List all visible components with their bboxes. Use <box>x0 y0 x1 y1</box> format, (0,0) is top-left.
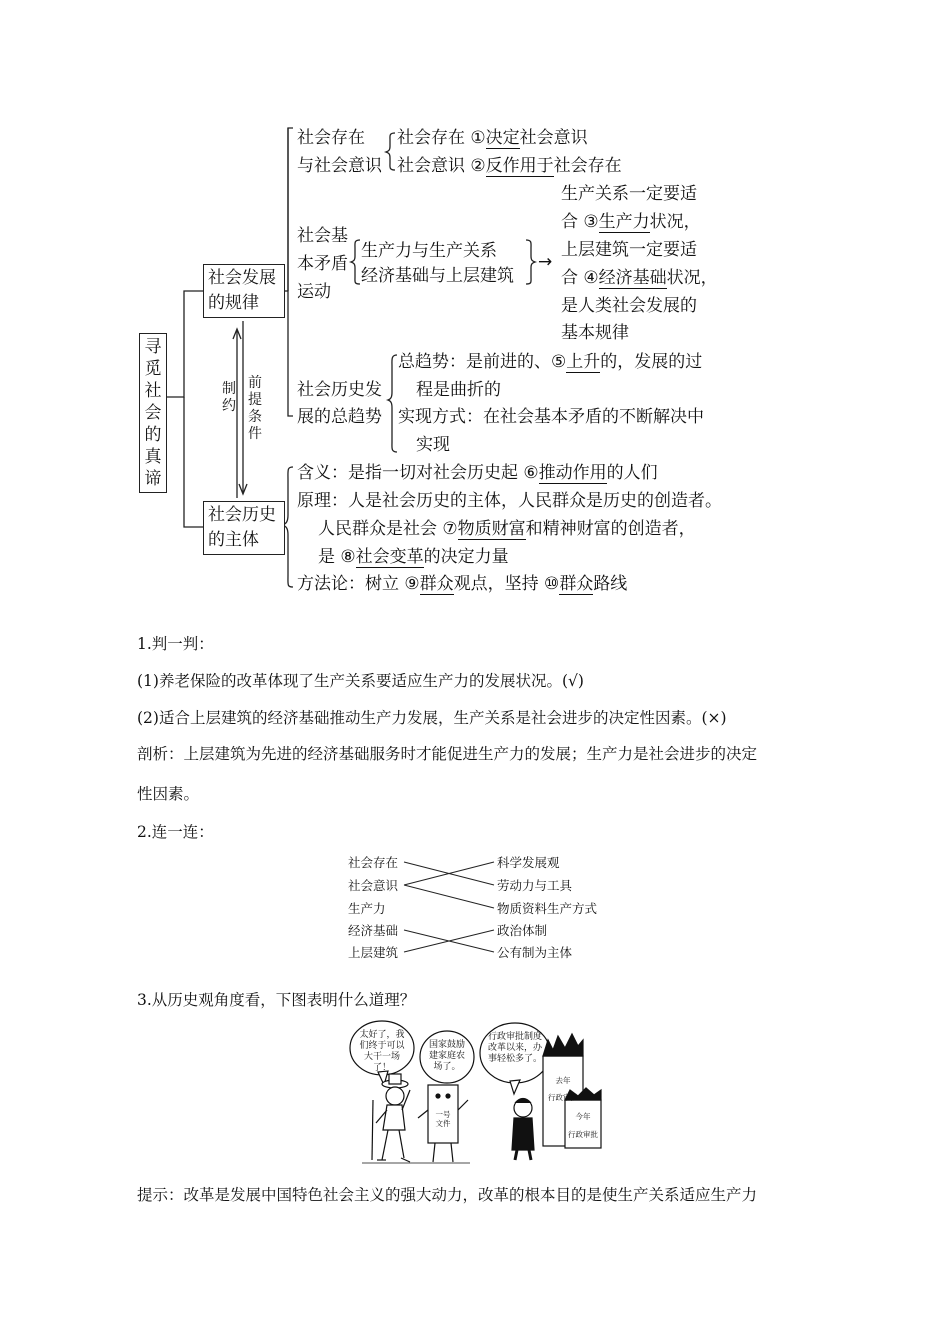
arrow-label-precondition: 前提条件 <box>248 375 262 442</box>
sub3-t1: 总趋势：是前进的、⑤上升的，发展的过 <box>398 352 703 372</box>
sub3-label-line1: 社会历史发 <box>297 380 382 400</box>
sub2-r6: 基本规律 <box>561 323 629 343</box>
branch-social-law-line2: 的规律 <box>208 293 259 313</box>
q3-hint: 提示：改革是发展中国特色社会主义的强大动力，改革的根本目的是使生产关系适应生产力 <box>137 1186 758 1204</box>
sub2-arrow: → <box>538 252 553 272</box>
sub1-label-line2: 与社会意识 <box>297 156 382 176</box>
sub3-t3: 实现方式：在社会基本矛盾的不断解决中 <box>398 407 704 427</box>
document-label: 一号文件 <box>435 1110 451 1128</box>
sub2-r5: 是人类社会发展的 <box>561 296 697 316</box>
sub3-t2: 程是曲折的 <box>416 380 501 400</box>
match-left-1: 社会存在 <box>348 855 399 870</box>
speech-bubble-official: 行政审批制度改革以来，办事轻松多了。 <box>487 1032 542 1064</box>
sub2-label-line1: 社会基 <box>297 226 348 246</box>
sub2-r4: 合 ④经济基础状况， <box>561 268 718 288</box>
sub2-pair1: 生产力与生产关系 <box>361 241 497 261</box>
stack-last-year-bottom: 行政审批 <box>548 1093 578 1102</box>
answer-2: 反作用于 <box>485 156 554 176</box>
answer-8: 社会变革 <box>355 547 424 567</box>
answer-5: 上升 <box>566 352 601 372</box>
sub2-label-line3: 运动 <box>297 282 331 302</box>
sub2-r1: 生产关系一定要适 <box>561 184 697 204</box>
branch-history-subject-line2: 的主体 <box>208 530 259 550</box>
match-left-2: 社会意识 <box>348 878 399 893</box>
match-right-3: 物质资料生产方式 <box>497 901 598 916</box>
speech-bubble-document: 国家鼓励建家庭农场了。 <box>428 1040 465 1072</box>
stack-last-year-top: 去年 <box>555 1076 571 1085</box>
sub4-l3: 人民群众是社会 ⑦物质财富和精神财富的创造者， <box>318 519 696 539</box>
answer-3: 生产力 <box>598 212 650 232</box>
match-left-3: 生产力 <box>348 901 386 916</box>
match-right-1: 科学发展观 <box>497 855 560 870</box>
q1-statement-2: (2)适合上层建筑的经济基础推动生产力发展，生产关系是社会进步的决定性因素。(×) <box>137 709 727 727</box>
match-right-2: 劳动力与工具 <box>497 878 573 893</box>
answer-6: 推动作用 <box>538 463 607 483</box>
speech-bubble-farmer: 太好了，我们终于可以大干一场了！ <box>359 1030 405 1073</box>
sub4-l4: 是 ⑧社会变革的决定力量 <box>318 547 509 567</box>
match-left-5: 上层建筑 <box>348 945 399 960</box>
sub4-l2: 原理：人是社会历史的主体，人民群众是历史的创造者。 <box>297 491 722 511</box>
sub1-label-line1: 社会存在 <box>297 128 365 148</box>
sub2-pair2: 经济基础与上层建筑 <box>361 266 514 286</box>
sub3-t4: 实现 <box>416 435 450 455</box>
answer-7: 物质财富 <box>457 519 526 539</box>
sub3-label-line2: 展的总趋势 <box>297 407 382 427</box>
mindmap-root-label: 寻觅社会的真谛 <box>144 337 162 489</box>
sub2-label-line2: 本矛盾 <box>297 254 348 274</box>
arrow-label-constrain: 制约 <box>222 381 236 414</box>
answer-9: 群众 <box>419 574 454 594</box>
branch-social-law-line1: 社会发展 <box>208 268 276 288</box>
answer-4: 经济基础 <box>598 268 667 288</box>
sub4-l5: 方法论：树立 ⑨群众观点，坚持 ⑩群众路线 <box>297 574 628 594</box>
sub2-r2: 合 ③生产力状况， <box>561 212 701 232</box>
answer-1: 决定 <box>485 128 520 148</box>
match-left-4: 经济基础 <box>348 923 399 938</box>
branch-history-subject-line1: 社会历史 <box>208 505 276 525</box>
sub1-item1: 社会存在 ①决定社会意识 <box>397 128 588 148</box>
q2-title: 2.连一连： <box>137 823 214 841</box>
q3-title: 3.从历史观角度看，下图表明什么道理？ <box>137 991 416 1009</box>
q1-title: 1.判一判： <box>137 635 214 653</box>
sub2-r3: 上层建筑一定要适 <box>561 240 697 260</box>
q1-statement-1: (1)养老保险的改革体现了生产关系要适应生产力的发展状况。(√) <box>137 672 584 690</box>
sub4-l1: 含义：是指一切对社会历史起 ⑥推动作用的人们 <box>297 463 658 483</box>
q1-analysis-line2: 性因素。 <box>137 785 200 803</box>
match-right-4: 政治体制 <box>497 923 548 938</box>
sub1-item2: 社会意识 ②反作用于社会存在 <box>397 156 622 176</box>
answer-10: 群众 <box>559 574 594 594</box>
match-right-5: 公有制为主体 <box>497 945 573 960</box>
stack-this-year-bottom: 行政审批 <box>568 1130 598 1139</box>
q1-analysis-line1: 剖析：上层建筑为先进的经济基础服务时才能促进生产力的发展；生产力是社会进步的决定 <box>137 745 758 763</box>
stack-this-year-top: 今年 <box>575 1112 591 1121</box>
